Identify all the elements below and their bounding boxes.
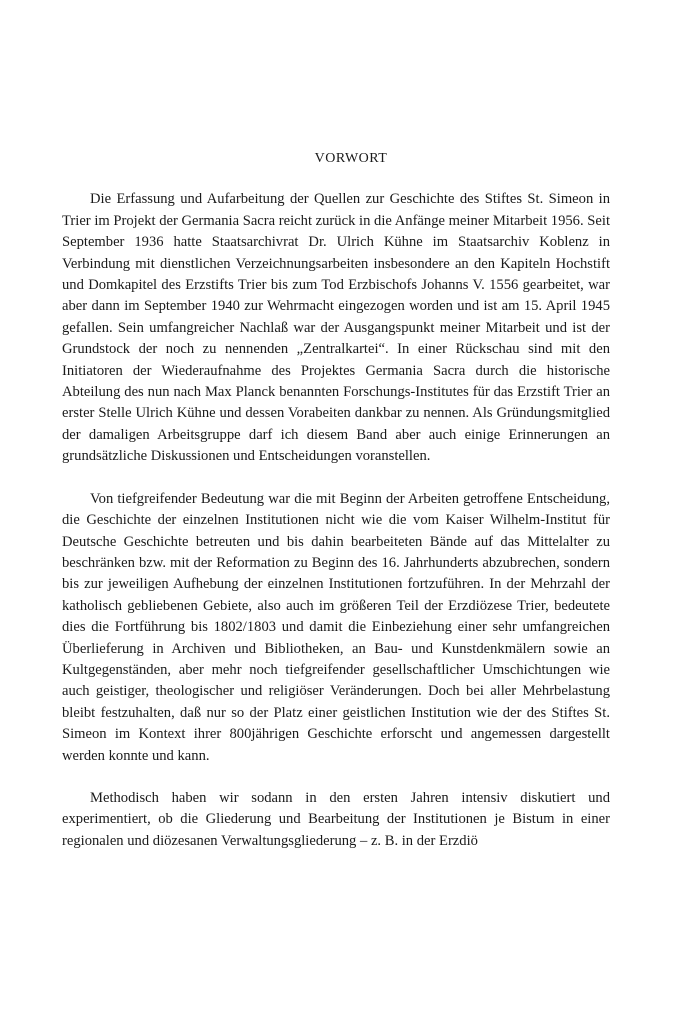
document-page bbox=[62, 148, 610, 852]
paragraph-3: Methodisch haben wir sodann in den ersten Jahren intensiv diskutiert und experimentiert, ob die Gliederung und Bearbeitung der Institutionen je Bistum in einer regionalen und diözesanen Verwaltungsgliederung – z. B. in der Erzdiö bbox=[62, 789, 610, 849]
paragraph-1: Die Erfassung und Aufarbeitung der Quellen zur Geschichte des Stiftes St. Simeon in Trier im Projekt der Germania Sacra reicht zurück in die Anfänge meiner Mitarbeit 1956. Seit September 1936 hatte Staatsarchivrat Dr. Ulrich Kühne im Staatsarchiv Koblenz in Verbindung mit dienstlichen Verzeichnungsarbeiten insbesondere an den Kapiteln Hochstift und Domkapitel des Erzstifts Trier bis zum Tod Erzbischofs Johanns V. 1556 gearbeitet, war aber dann im September 1940 zur Wehrmacht eingezogen worden und ist am 15. April 1945 gefallen. Sein umfangreicher Nachlaß war der Ausgangspunkt meiner Mitarbeit und ist der Grundstock der noch zu nennenden „Zentralkartei“. In einer Rückschau sind mit den Initiatoren der Wiederaufnahme des Projektes Germania Sacra durch die historische Abteilung des nun nach Max Planck benannten Forschungs-Institutes für das Erzstift Trier an erster Stelle Ulrich Kühne und dessen Vorabeiten dankbar zu nennen. Als Gründungsmitglied der damaligen Arbeitsgruppe darf ich diesem Band aber auch einige Erinnerungen an grundsätzliche Diskussionen und Entscheidungen voranstellen. bbox=[62, 191, 610, 465]
paragraph-2: Von tiefgreifender Bedeutung war die mit Beginn der Arbeiten getroffene Entscheidung, die Geschichte der einzelnen Institutionen nicht wie die vom Kaiser Wilhelm-Institut für Deutsche Geschichte betreuten und bis dahin bearbeiteten Bände auf das Mittelalter zu beschränken bzw. mit der Reformation zu Beginn des 16. Jahrhunderts abzubrechen, sondern bis zur jeweiligen Aufhebung der einzelnen Institutionen fortzuführen. In der Mehrzahl der katholisch gebliebenen Gebiete, also auch im größeren Teil der Erzdiözese Trier, bedeutete dies die Fortführung bis 1802/1803 und damit die Einbeziehung einer sehr umfangreichen Überlieferung in Archiven und Bibliotheken, an Bau- und Kunstdenkmälern sowie an Kultgegenständen, aber mehr noch tiefgreifender gesellschaftlicher Umschichtungen wie auch geistiger, theologischer und religiöser Veränderungen. Doch bei aller Mehrbelastung bleibt festzuhalten, daß nur so der Platz einer geistlichen Institution wie der des Stiftes St. Simeon im Kontext ihrer 800jährigen Geschichte erforscht und angemessen dargestellt werden konnte und kann. bbox=[62, 490, 610, 764]
page-title: VORWORT bbox=[314, 151, 388, 166]
